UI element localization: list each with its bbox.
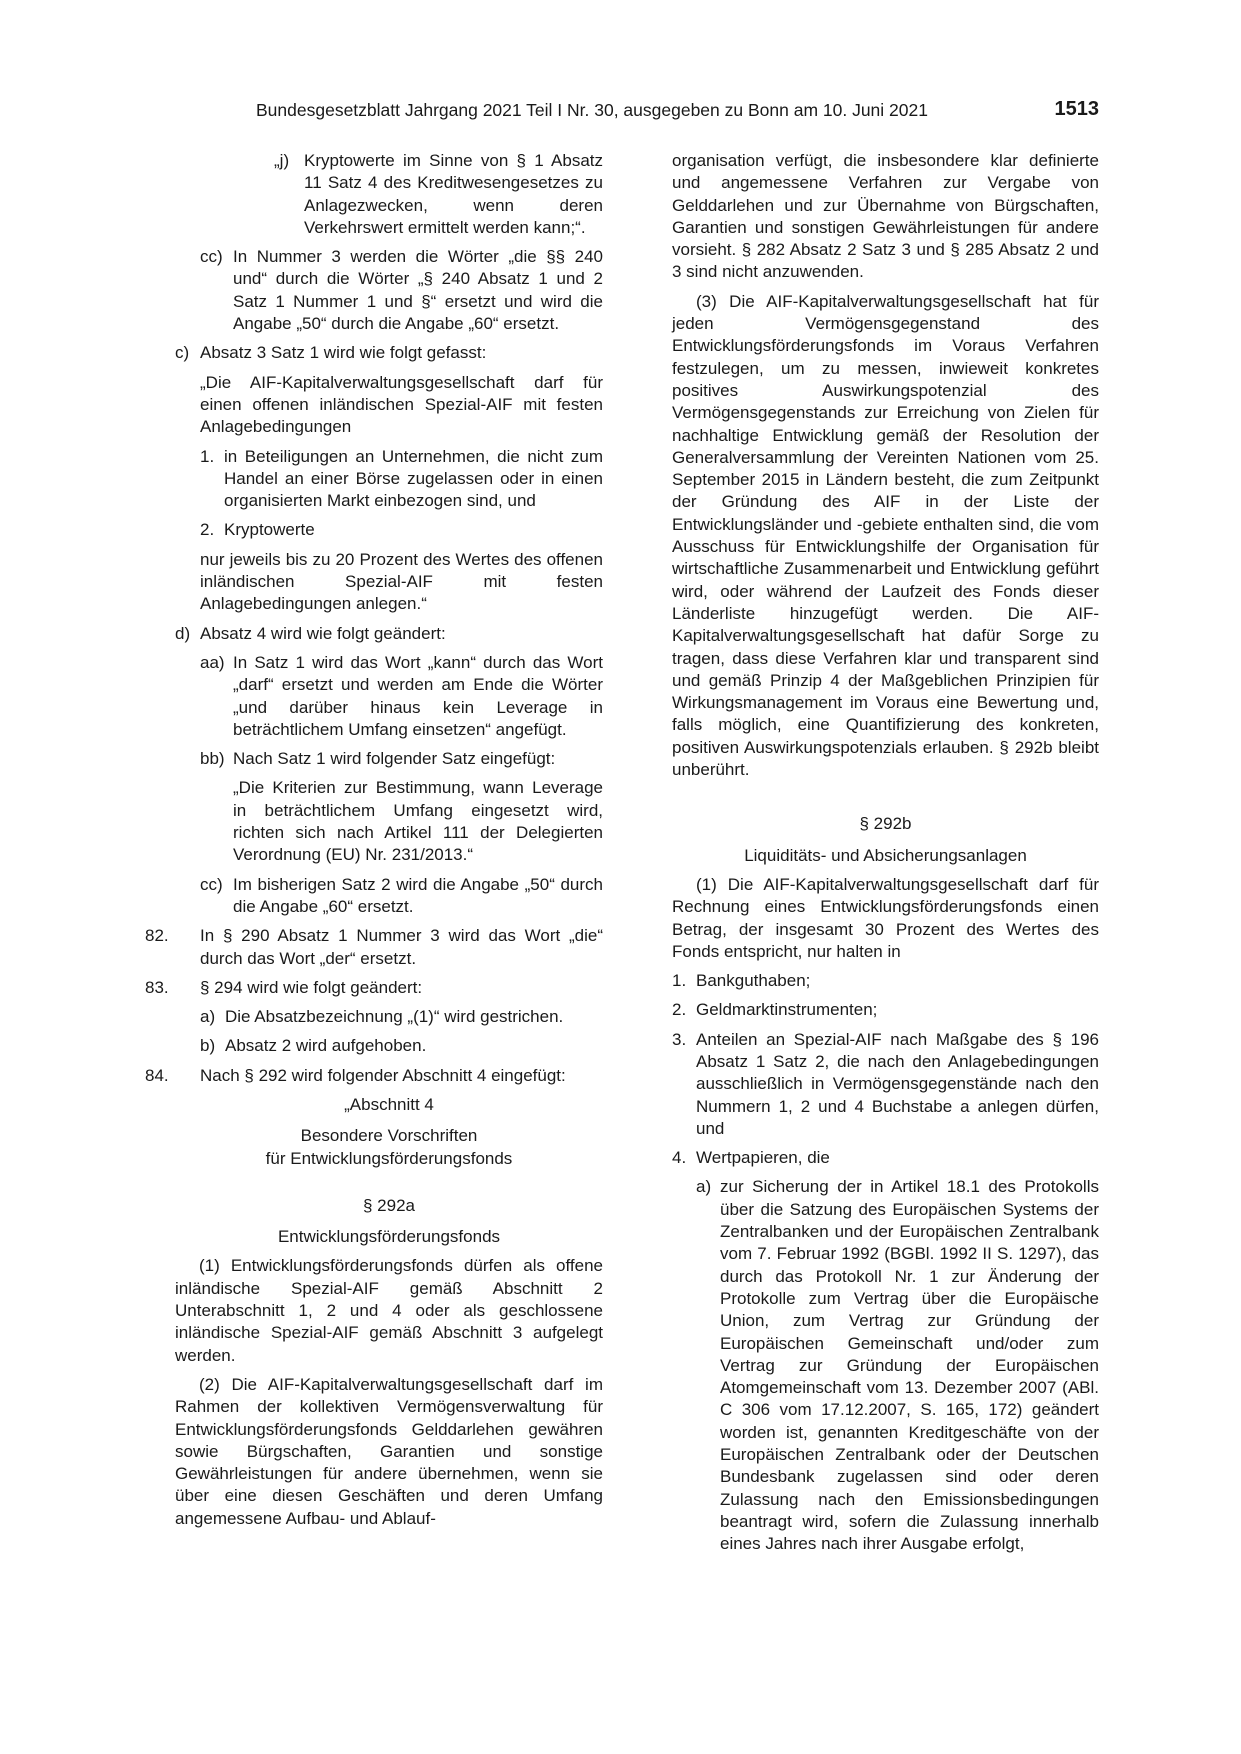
- abschnitt-heading: „Abschnitt 4: [344, 1094, 434, 1114]
- section-292a-para-2: (2) Die AIF-Kapitalverwaltungsgesellschaft darf im Rahmen der kollektiven Vermögensverwaltung für Entwicklungsförderungsfonds Gelddarlehen gewähren sowie Bürgschaften, Garantien und sonstige Gewährleistungen für andere übernehmen, wenn sie über eine diesen Geschäften und deren Umfang angemessene Aufbau- und Ablauf-: [175, 1374, 603, 1528]
- item-aa-label: aa): [200, 652, 225, 672]
- section-292b-item-3-label: 3.: [672, 1029, 687, 1049]
- section-292a-para-3: (3) Die AIF-Kapitalverwaltungsgesellschaft hat für jeden Vermögensgegenstand des Entwicklungsförderungsfonds im Voraus Verfahren festzulegen, um zu messen, inwieweit konkretes positives Auswirkungspotenzial des Vermögensgegenstands zur Erreichung von Zielen für nachhaltige Entwicklung gemäß der Resolution der Generalversammlung der Vereinten Nationen vom 25. September 2015 in Ländern besteht, die zum Zeitpunkt der Gründung des AIF in der Liste der Entwicklungsländer und -gebiete enthalten sind, die vom Ausschuss für Entwicklungshilfe der Organisation für wirtschaftliche Zusammenarbeit und Entwicklung geführt wird, oder während der Laufzeit des Fonds dieser Länderliste hinzugefügt werden. Die AIF-Kapitalverwaltungsgesellschaft hat dafür Sorge zu tragen, dass diese Verfahren klar und transparent sind und gemäß Prinzip 4 der Maßgeblichen Prinzipien für Wirkungsmanagement im Voraus eine Bewertung und, falls möglich, eine Quantifizierung des konkreten, positiven Auswirkungspotenzials erlauben. § 292b bleibt unberührt.: [672, 291, 1099, 780]
- section-292b-item-1-label: 1.: [672, 971, 687, 991]
- item-82-text: In § 290 Absatz 1 Nummer 3 wird das Wort „die“ durch das Wort „der“ ersetzt.: [200, 926, 603, 968]
- section-292b-item-2-text: Geldmarktinstrumenten;: [696, 1000, 878, 1020]
- item-c-tail: nur jeweils bis zu 20 Prozent des Wertes des offenen inländischen Spezial-AIF mit festen Anlagebedingungen anlegen.“: [200, 549, 603, 614]
- item-j-text: Kryptowerte im Sinne von § 1 Absatz 11 Satz 4 des Kreditwesengesetzes zu Anlagezwecken, wenn deren Verkehrswert ermittelt werden kann;“.: [304, 151, 603, 237]
- section-292b-item-4-text: Wertpapieren, die: [696, 1148, 830, 1168]
- item-bb: [200, 748, 603, 770]
- item-c-2-text: Kryptowerte: [224, 520, 315, 540]
- section-292b-heading: § 292b: [859, 814, 912, 834]
- item-d-text: Absatz 4 wird wie folgt geändert:: [200, 623, 446, 643]
- item-bb-quote: „Die Kriterien zur Bestimmung, wann Leverage in beträchtlichem Umfang eingesetzt wird, richten sich nach Artikel 111 der Delegierten Verordnung (EU) Nr. 231/2013.“: [233, 778, 603, 865]
- section-292b-item-4-a-text: zur Sicherung der in Artikel 18.1 des Protokolls über die Satzung des Europäischen Systems der Zentralbanken und der Europäischen Zentralbank vom 7. Februar 1992 (BGBl. 1992 II S. 1297), das durch das Protokoll Nr. 1 zur Änderung der Protokolle zum Vertrag über die Europäische Union, zum Vertrag zur Gründung der Europäischen Gemeinschaft und/oder zum Vertrag zur Gründung der Europäischen Atomgemeinschaft vom 13. Dezember 2007 (ABl. C 306 vom 17.12.2007, S. 165, 172) geändert worden ist, genannten Kreditgeschäfte von der Europäischen Zentralbank oder der Deutschen Bundesbank zugelassen sind oder deren Zulassung nach den Emissionsbedingungen beantragt wird, sofern die Zulassung innerhalb eines Jahres nach ihrer Ausgabe erfolgt,: [720, 1177, 1099, 1554]
- item-83-a-label: a): [200, 1007, 216, 1027]
- item-c-1-text: in Beteiligungen an Unternehmen, die nicht zum Handel an einer Börse zugelassen oder in einen organisierten Markt einbezogen sind, und: [224, 446, 603, 511]
- section-292b-item-4-a-label: a): [696, 1177, 712, 1197]
- section-292b-item-2-label: 2.: [672, 1000, 687, 1020]
- item-j: [274, 150, 603, 239]
- abschnitt-title-line1: Besondere Vorschriften: [300, 1126, 478, 1146]
- section-292b-item-4-label: 4.: [672, 1148, 687, 1168]
- item-c-text: Absatz 3 Satz 1 wird wie folgt gefasst:: [200, 343, 487, 363]
- item-c-1: [200, 446, 603, 513]
- item-84-label: 84.: [145, 1065, 169, 1085]
- page-header: [256, 98, 1099, 126]
- item-83-b: [200, 1035, 603, 1057]
- item-d-label: d): [175, 623, 191, 643]
- item-aa-text: In Satz 1 wird das Wort „kann“ durch das Wort „darf“ ersetzt und werden am Ende die Wörter „und darüber hinaus kein Leverage in beträchtlichem Umfang einsetzen“ angefügt.: [233, 652, 603, 739]
- section-292a-para-2-continued: organisation verfügt, die insbesondere klar definierte und angemessene Verfahren zur Vergabe von Gelddarlehen und zur Übernahme von Bürgschaften, Garantien und sonstigen Gewährleistungen für andere vorsieht. § 282 Absatz 2 Satz 3 und § 285 Absatz 2 und 3 sind nicht anzuwenden.: [672, 151, 1099, 282]
- item-82-label: 82.: [145, 926, 169, 946]
- item-bb-label: bb): [200, 749, 225, 769]
- section-292b-title: Liquiditäts- und Absicherungsanlagen: [744, 845, 1027, 865]
- item-cc-2-text: Im bisherigen Satz 2 wird die Angabe „50“ durch die Angabe „60“ ersetzt.: [233, 874, 603, 916]
- section-292b-item-1-text: Bankguthaben;: [696, 971, 811, 991]
- item-82: [145, 925, 603, 970]
- item-83-a: [200, 1006, 603, 1028]
- item-cc-1: [200, 246, 603, 335]
- item-83: [145, 977, 603, 999]
- section-292b-item-1: [672, 970, 1099, 992]
- item-bb-text: Nach Satz 1 wird folgender Satz eingefügt:: [233, 749, 556, 769]
- item-c-2: [200, 519, 603, 541]
- item-c-2-label: 2.: [200, 520, 215, 540]
- section-292a-para-1: (1) Entwicklungsförderungsfonds dürfen als offene inländische Spezial-AIF gemäß Abschnitt 2 Unterabschnitt 1, 2 und 4 oder als geschlossene inländische Spezial-AIF gemäß Abschnitt 3 aufgelegt werden.: [175, 1256, 603, 1365]
- section-292b-para-1: (1) Die AIF-Kapitalverwaltungsgesellschaft darf für Rechnung eines Entwicklungsförderungsfonds einen Betrag, der insgesamt 30 Prozent des Wertes des Fonds entspricht, nur halten in: [672, 874, 1099, 961]
- right-column: [672, 150, 1099, 1556]
- section-292b-item-4-a: [696, 1176, 1099, 1555]
- item-aa: [200, 652, 603, 741]
- item-84: [145, 1065, 603, 1087]
- item-83-b-text: Absatz 2 wird aufgehoben.: [225, 1036, 427, 1056]
- section-292a-heading: § 292a: [363, 1195, 415, 1215]
- item-c-quote: „Die AIF-Kapitalverwaltungsgesellschaft darf für einen offenen inländischen Spezial-AIF mit festen Anlagebedingungen: [200, 372, 603, 437]
- item-84-text: Nach § 292 wird folgender Abschnitt 4 eingefügt:: [200, 1065, 566, 1085]
- left-column: [145, 150, 603, 1530]
- item-83-a-text: Die Absatzbezeichnung „(1)“ wird gestrichen.: [225, 1007, 564, 1027]
- item-c-label: c): [175, 343, 190, 363]
- item-cc-2-label: cc): [200, 874, 223, 894]
- item-c-1-label: 1.: [200, 446, 215, 466]
- item-83-b-label: b): [200, 1036, 216, 1056]
- item-c: [175, 342, 603, 364]
- item-j-label: „j): [274, 151, 290, 170]
- page-number: 1513: [1054, 98, 1099, 120]
- item-cc-1-label: cc): [200, 247, 223, 267]
- section-292b-item-2: [672, 999, 1099, 1021]
- gazette-title: Bundesgesetzblatt Jahrgang 2021 Teil I Nr. 30, ausgegeben zu Bonn am 10. Juni 2021: [256, 100, 928, 120]
- item-cc-2: [200, 874, 603, 919]
- item-83-text: § 294 wird wie folgt geändert:: [200, 977, 423, 997]
- item-cc-1-text: In Nummer 3 werden die Wörter „die §§ 240 und“ durch die Wörter „§ 240 Absatz 1 und 2 Satz 1 Nummer 1 und §“ ersetzt und wird die Angabe „50“ durch die Angabe „60“ ersetzt.: [233, 247, 603, 334]
- section-292b-item-4: [672, 1147, 1099, 1169]
- section-292b-item-3: [672, 1029, 1099, 1140]
- section-292a-title: Entwicklungsförderungsfonds: [277, 1227, 501, 1247]
- item-d: [175, 623, 603, 645]
- section-292b-item-3-text: Anteilen an Spezial-AIF nach Maßgabe des § 196 Absatz 1 Satz 2, die nach den Anlagebedingungen ausschließlich in Vermögensgegenstände nach den Nummern 1, 2 und 4 Buchstabe a anlegen dürfen, und: [696, 1029, 1099, 1138]
- abschnitt-title-line2: für Entwicklungsförderungsfonds: [265, 1148, 513, 1168]
- item-83-label: 83.: [145, 977, 169, 997]
